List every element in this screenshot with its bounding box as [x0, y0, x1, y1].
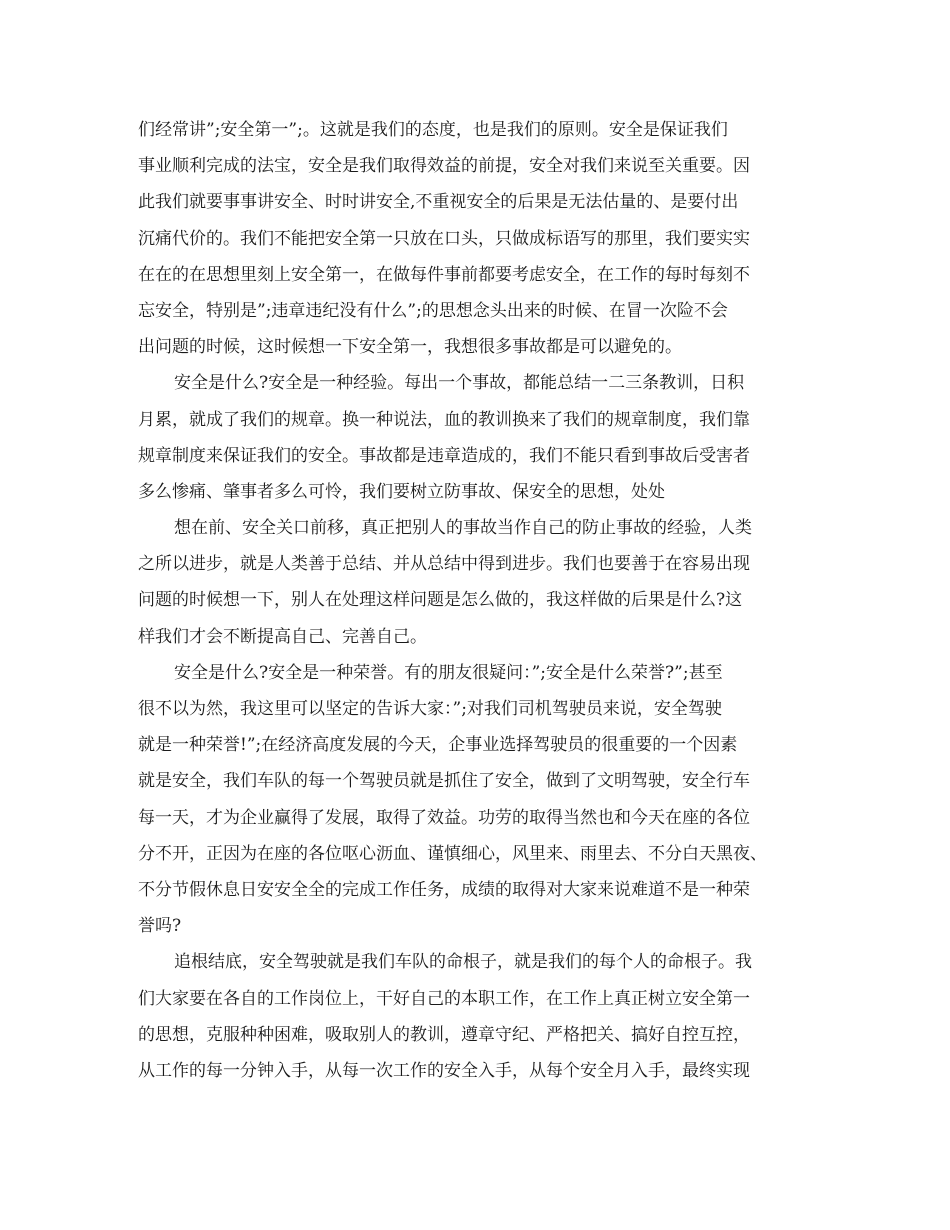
- text-line: 每一天，才为企业赢得了发展，取得了效益。功劳的取得当然也和今天在座的各位: [138, 807, 750, 828]
- text-line: 沉痛代价的。我们不能把安全第一只放在口头，只做成标语写的那里，我们要实实: [138, 228, 750, 249]
- text-line: 就是一种荣誉!”;在经济高度发展的今天，企事业选择驾驶员的很重要的一个因素: [138, 735, 738, 756]
- text-line: 忘安全，特别是”;违章违纪没有什么”;的思想念头出来的时候、在冒一次险不会: [138, 300, 728, 321]
- text-line: 从工作的每一分钟入手，从每一次工作的安全入手，从每个安全月入手，最终实现: [138, 1060, 750, 1081]
- text-line: 规章制度来保证我们的安全。事故都是违章造成的，我们不能只看到事故后受害者: [138, 445, 750, 466]
- text-line: 此我们就要事事讲安全、时时讲安全,不重视安全的后果是无法估量的、是要付出: [138, 192, 739, 213]
- text-line: 样我们才会不断提高自己、完善自己。: [138, 626, 427, 647]
- paragraph-first-line: 追根结底，安全驾驶就是我们车队的命根子，就是我们的每个人的命根子。我: [174, 952, 752, 973]
- text-line: 不分节假休息日安安全全的完成工作任务，成绩的取得对大家来说难道不是一种荣: [138, 879, 750, 900]
- text-line: 多么惨痛、肇事者多么可怜，我们要树立防事故、保安全的思想，处处: [138, 481, 665, 502]
- text-line: 的思想，克服种种困难，吸取别人的教训，遵章守纪、严格把关、搞好自控互控，: [138, 1024, 750, 1045]
- text-line: 之所以进步，就是人类善于总结、并从总结中得到进步。我们也要善于在容易出现: [138, 554, 750, 575]
- text-line: 事业顺利完成的法宝，安全是我们取得效益的前提，安全对我们来说至关重要。因: [138, 156, 750, 177]
- document-body: [138, 112, 828, 1089]
- text-line: 出问题的时候，这时候想一下安全第一，我想很多事故都是可以避免的。: [138, 337, 682, 358]
- text-line: 们经常讲”;安全第一”;。这就是我们的态度，也是我们的原则。安全是保证我们: [138, 120, 728, 140]
- paragraph-first-line: 安全是什么?安全是一种荣誉。有的朋友很疑问：”;安全是什么荣誉?”;甚至: [174, 662, 723, 683]
- paragraph-first-line: 安全是什么?安全是一种经验。每出一个事故，都能总结一二三条教训，日积: [174, 373, 745, 394]
- text-line: 就是安全，我们车队的每一个驾驶员就是抓住了安全，做到了文明驾驶，安全行车: [138, 771, 750, 792]
- text-line: 问题的时候想一下，别人在处理这样问题是怎么做的，我这样做的后果是什么?这: [138, 590, 743, 611]
- text-line: 誉吗?: [138, 916, 182, 937]
- text-line: 们大家要在各自的工作岗位上，干好自己的本职工作，在工作上真正树立安全第一: [138, 988, 750, 1009]
- text-line: 很不以为然，我这里可以坚定的告诉大家：”;对我们司机驾驶员来说，安全驾驶: [138, 699, 722, 719]
- text-line: 在在的在思想里刻上安全第一，在做每件事前都要考虑安全，在工作的每时每刻不: [138, 264, 750, 285]
- paragraph-first-line: 想在前、安全关口前移，真正把别人的事故当作自己的防止事故的经验，人类: [174, 518, 752, 539]
- text-line: 月累，就成了我们的规章。换一种说法，血的教训换来了我们的规章制度，我们靠: [138, 409, 750, 430]
- text-line: 分不开，正因为在座的各位呕心沥血、谨慎细心，风里来、雨里去、不分白天黑夜、: [138, 843, 767, 864]
